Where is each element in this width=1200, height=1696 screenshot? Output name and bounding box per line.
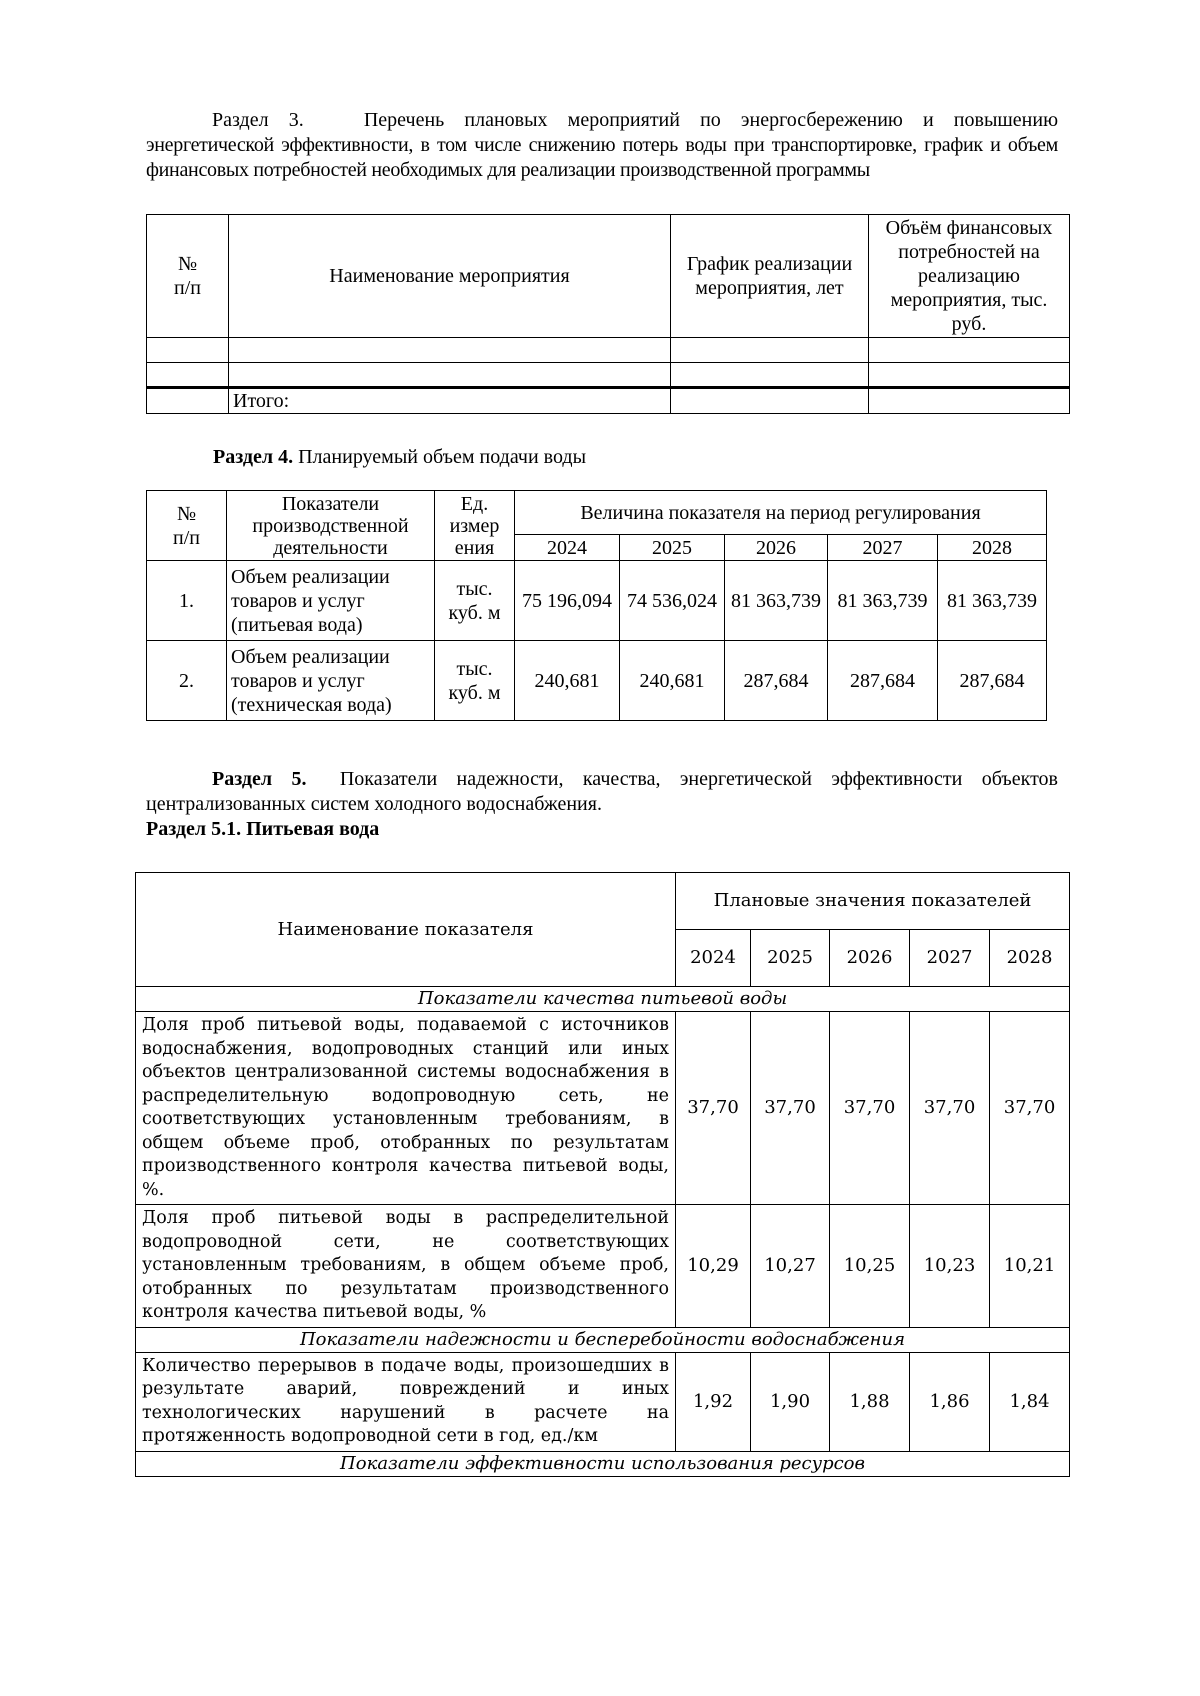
table-row — [136, 1352, 1070, 1451]
year-cell: 2026 — [725, 535, 828, 561]
group-heading-quality: Показатели качества питьевой воды — [136, 987, 1070, 1012]
value-cell: 37,70 — [751, 1012, 830, 1205]
table-row — [147, 641, 1047, 721]
header-num: № п/п — [147, 215, 229, 338]
section5-heading — [146, 767, 1058, 842]
row-num: 2. — [147, 641, 227, 721]
header-measure-name: Наименование мероприятия — [229, 215, 671, 338]
water-supply-table — [146, 490, 1047, 721]
row-name: Объем реализации товаров и услуг (питьевая вода) — [227, 561, 435, 641]
section4-heading — [213, 445, 913, 470]
value-cell: 10,29 — [676, 1205, 751, 1328]
value-cell: 81 363,739 — [725, 561, 828, 641]
table-row — [147, 561, 1047, 641]
value-cell: 74 536,024 — [620, 561, 725, 641]
group-heading-efficiency: Показатели эффективности использования ресурсов — [136, 1451, 1070, 1476]
year-cell: 2028 — [938, 535, 1047, 561]
value-cell: 1,92 — [676, 1352, 751, 1451]
year-cell: 2024 — [676, 930, 751, 987]
value-cell: 1,88 — [830, 1352, 910, 1451]
year-cell: 2027 — [910, 930, 990, 987]
empty-cell — [671, 388, 869, 414]
table-row — [136, 1205, 1070, 1328]
group-heading-reliability: Показатели надежности и бесперебойности водоснабжения — [136, 1327, 1070, 1352]
value-cell: 287,684 — [828, 641, 938, 721]
empty-cell — [229, 338, 671, 363]
value-cell: 240,681 — [515, 641, 620, 721]
header-schedule: График реализации мероприятия, лет — [671, 215, 869, 338]
value-cell: 37,70 — [830, 1012, 910, 1205]
row-num: 1. — [147, 561, 227, 641]
year-cell: 2026 — [830, 930, 910, 987]
header-unit: Ед. измер ения — [435, 491, 515, 561]
section3-title-line1: Перечень плановых мероприятий по энергосбережению и повышению — [363, 109, 1059, 131]
table-row — [136, 1012, 1070, 1205]
empty-cell — [869, 363, 1070, 388]
row-unit: тыс. куб. м — [435, 641, 515, 721]
section4-title: Планируемый объем подачи воды — [293, 446, 586, 468]
empty-cell — [869, 338, 1070, 363]
row-name: Объем реализации товаров и услуг (техническая вода) — [227, 641, 435, 721]
value-cell: 240,681 — [620, 641, 725, 721]
indicator-text: Доля проб питьевой воды, подаваемой с источников водоснабжения, водопроводных станций или иных объектов централизованной системы водоснабжения в распределительную водопроводную сеть, не соответствующих установленным требованиям, в общем объеме проб, отобранных по результатам производственного контроля качества питьевой воды, %. — [136, 1012, 676, 1205]
value-cell: 37,70 — [676, 1012, 751, 1205]
empty-cell — [229, 363, 671, 388]
value-cell: 1,90 — [751, 1352, 830, 1451]
header-num: № п/п — [147, 491, 227, 561]
section3-heading — [146, 108, 1058, 183]
total-label: Итого: — [229, 388, 671, 414]
empty-cell — [147, 388, 229, 414]
header-plan-values: Плановые значения показателей — [676, 873, 1070, 930]
value-cell: 1,86 — [910, 1352, 990, 1451]
empty-cell — [671, 363, 869, 388]
value-cell: 75 196,094 — [515, 561, 620, 641]
value-cell: 81 363,739 — [828, 561, 938, 641]
year-cell: 2025 — [751, 930, 830, 987]
section4-label: Раздел 4. — [213, 446, 294, 468]
value-cell: 287,684 — [725, 641, 828, 721]
value-cell: 10,27 — [751, 1205, 830, 1328]
year-cell: 2025 — [620, 535, 725, 561]
header-period-value: Величина показателя на период регулирования — [515, 491, 1047, 535]
header-indicator-name: Наименование показателя — [136, 873, 676, 987]
section3-title-line3: финансовых потребностей необходимых для реализации производственной программы — [146, 159, 870, 181]
header-finance: Объём финансовых потребностей на реализацию мероприятия, тыс. руб. — [869, 215, 1070, 338]
empty-cell — [147, 363, 229, 388]
value-cell: 10,25 — [830, 1205, 910, 1328]
section5-title-line2: централизованных систем холодного водоснабжения. — [146, 793, 602, 815]
value-cell: 287,684 — [938, 641, 1047, 721]
section5-label: Раздел 5. — [212, 768, 307, 790]
header-indicator: Показатели производственной деятельности — [227, 491, 435, 561]
drinking-water-indicators-table — [135, 872, 1070, 1477]
indicator-text: Количество перерывов в подаче воды, произошедших в результате аварий, повреждений и иных технологических нарушений в расчете на протяженность водопроводной сети в год, ед./км — [136, 1352, 676, 1451]
measures-table — [146, 214, 1070, 414]
indicator-text: Доля проб питьевой воды в распределительной водопроводной сети, не соответствующих установленным требованиям, в общем объеме проб, отобранных по результатам производственного контроля качества питьевой воды, % — [136, 1205, 676, 1328]
section5-title-line1: Показатели надежности, качества, энергетической эффективности объектов — [339, 768, 1059, 790]
value-cell: 10,21 — [990, 1205, 1070, 1328]
year-cell: 2024 — [515, 535, 620, 561]
row-unit: тыс. куб. м — [435, 561, 515, 641]
section5-subheading: Раздел 5.1. Питьевая вода — [146, 818, 380, 840]
value-cell: 81 363,739 — [938, 561, 1047, 641]
empty-cell — [147, 338, 229, 363]
section3-label: Раздел 3. — [212, 109, 304, 131]
year-cell: 2027 — [828, 535, 938, 561]
empty-cell — [869, 388, 1070, 414]
year-cell: 2028 — [990, 930, 1070, 987]
value-cell: 37,70 — [990, 1012, 1070, 1205]
value-cell: 37,70 — [910, 1012, 990, 1205]
value-cell: 1,84 — [990, 1352, 1070, 1451]
value-cell: 10,23 — [910, 1205, 990, 1328]
empty-cell — [671, 338, 869, 363]
section3-title-line2: энергетической эффективности, в том числе снижению потерь воды при транспортировке, график и объем — [146, 134, 1058, 156]
